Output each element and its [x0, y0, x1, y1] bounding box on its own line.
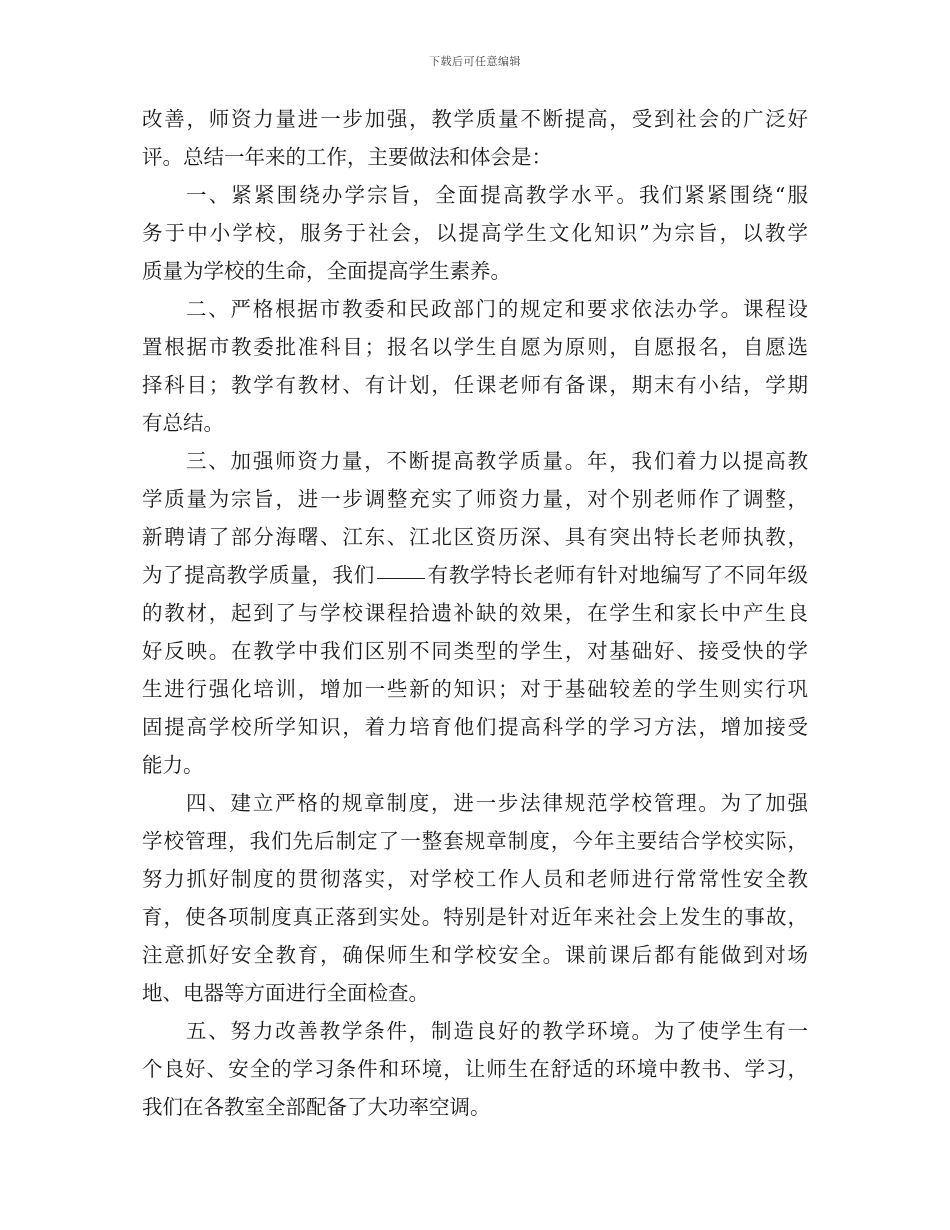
paragraph-line: 有总结。	[142, 411, 224, 435]
paragraph-line: 新聘请了部分海曙、江东、江北区资历深、具有突出特长老师执教，	[142, 525, 808, 549]
paragraph-line: 个良好、安全的学习条件和环境，让师生在舒适的环境中教书、学习，	[142, 1057, 808, 1081]
line-segment: 为了提高教学质量，我们	[142, 563, 375, 587]
paragraph-line: 五、努力改善教学条件，制造良好的教学环境。为了使学生有一	[186, 1019, 808, 1043]
paragraph-line: 努力抓好制度的贯彻落实，对学校工作人员和老师进行常常性安全教	[142, 867, 808, 891]
paragraph-line: 好反映。在教学中我们区别不同类型的学生，对基础好、接受快的学	[142, 639, 808, 663]
fill-in-blank	[377, 577, 425, 579]
paragraph-line: 我们在各教室全部配备了大功率空调。	[142, 1095, 491, 1119]
paragraph-line: 二、严格根据市教委和民政部门的规定和要求依法办学。课程设	[186, 297, 808, 321]
paragraph-line: 育，使各项制度真正落到实处。特别是针对近年来社会上发生的事故，	[142, 905, 808, 929]
paragraph-line: 学校管理，我们先后制定了一整套规章制度，今年主要结合学校实际，	[142, 829, 808, 853]
page-header: 下载后可任意编辑	[429, 55, 521, 68]
paragraph-line: 三、加强师资力量，不断提高教学质量。年，我们着力以提高教	[186, 449, 808, 473]
paragraph-line: 能力。	[142, 753, 204, 777]
paragraph-line: 的教材，起到了与学校课程拾遗补缺的效果，在学生和家长中产生良	[142, 601, 808, 625]
paragraph-line: 改善，师资力量进一步加强，教学质量不断提高，受到社会的广泛好	[142, 107, 808, 131]
paragraph-line: 地、电器等方面进行全面检查。	[142, 981, 429, 1005]
paragraph-line: 固提高学校所学知识，着力培育他们提高科学的学习方法，增加接受	[142, 715, 808, 739]
line-segment: 有教学特长老师有针对地编写了不同年级	[426, 563, 809, 587]
paragraph-line: 学质量为宗旨，进一步调整充实了师资力量，对个别老师作了调整，	[142, 487, 808, 511]
paragraph-line: 置根据市教委批准科目；报名以学生自愿为原则，自愿报名，自愿选	[142, 335, 808, 359]
paragraph-line: 生进行强化培训，增加一些新的知识；对于基础较差的学生则实行巩	[142, 677, 808, 701]
paragraph-line: 择科目；教学有教材、有计划，任课老师有备课，期末有小结，学期	[142, 373, 808, 397]
paragraph-line: 务于中小学校，服务于社会，以提高学生文化知识”为宗旨，以教学	[142, 221, 808, 245]
document-body	[142, 100, 808, 1126]
paragraph-line: 一、紧紧围绕办学宗旨，全面提高教学水平。我们紧紧围绕“服	[186, 183, 808, 207]
paragraph-line: 质量为学校的生命，全面提高学生素养。	[142, 259, 511, 283]
paragraph-line-with-blank	[142, 556, 808, 594]
paragraph-line: 注意抓好安全教育，确保师生和学校安全。课前课后都有能做到对场	[142, 943, 808, 967]
paragraph-line: 评。总结一年来的工作，主要做法和体会是：	[142, 145, 552, 169]
paragraph-line: 四、建立严格的规章制度，进一步法律规范学校管理。为了加强	[186, 791, 808, 815]
